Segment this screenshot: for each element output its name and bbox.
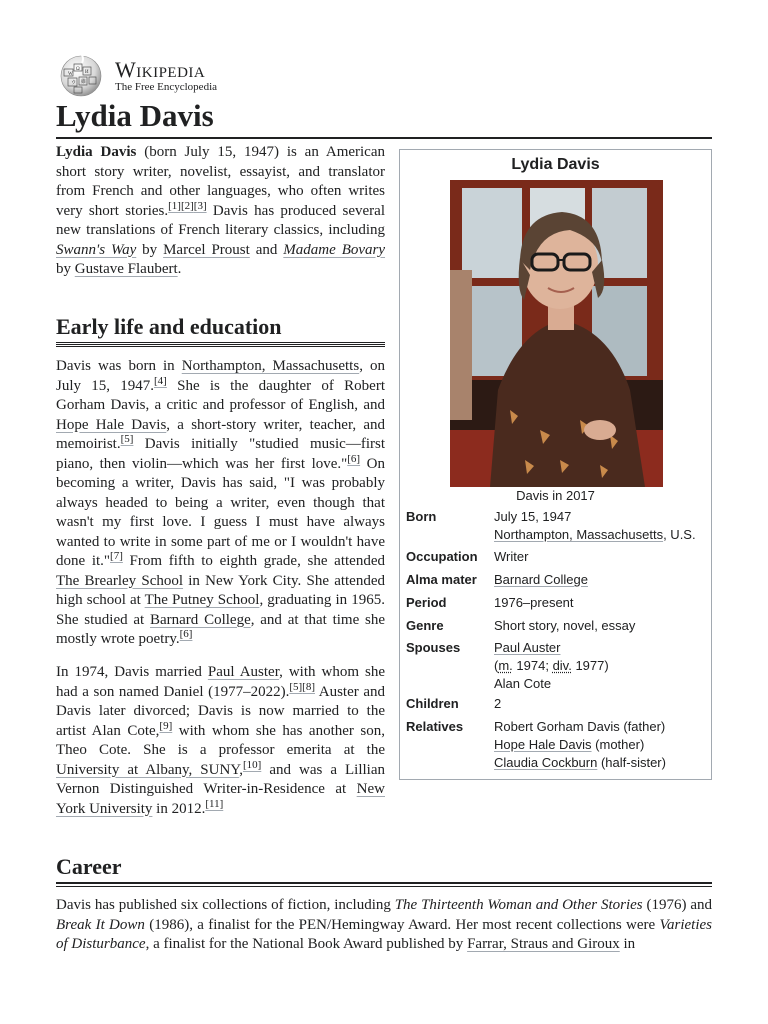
- link-gustave-flaubert[interactable]: Gustave Flaubert: [74, 261, 178, 277]
- link-barnard-college[interactable]: Barnard College: [149, 611, 251, 628]
- link-paul-auster[interactable]: Paul Auster: [494, 640, 561, 655]
- infobox-value: [494, 571, 706, 589]
- infobox-label: Relatives: [406, 719, 464, 734]
- text: .: [177, 261, 182, 277]
- infobox-title: Lydia Davis: [511, 156, 600, 173]
- infobox-row-spouses: [406, 639, 706, 693]
- infobox-row-relatives: [406, 718, 706, 772]
- ref-8-link[interactable]: [8]: [302, 680, 315, 693]
- infobox-row-period: [406, 594, 706, 612]
- section-divider: [56, 342, 385, 347]
- infobox-row-occupation: [406, 548, 706, 566]
- infobox-value: Writer: [494, 549, 529, 564]
- ref-1-link[interactable]: [1]: [168, 199, 181, 212]
- text: In 1974, Davis married: [56, 664, 208, 680]
- ref-7-link[interactable]: [7]: [110, 550, 123, 562]
- link-hope-hale-davis[interactable]: Hope Hale Davis: [56, 416, 167, 433]
- link-madame-bovary[interactable]: Madame Bovary: [283, 241, 386, 258]
- text: (half-sister): [597, 755, 666, 770]
- text: and was a Lillian Vernon Distinguished Writer-in-Residence at: [56, 761, 385, 797]
- text: , and at that time she mostly wrote poetry.: [56, 611, 385, 647]
- link-putney-school[interactable]: The Putney School: [144, 592, 260, 608]
- ref-10-link[interactable]: [10]: [242, 758, 262, 771]
- ref-5-link[interactable]: [5]: [120, 433, 134, 445]
- text: (mother): [591, 737, 645, 752]
- early-life-paragraph-2: [56, 663, 385, 819]
- ref-5-link[interactable]: [5]: [289, 680, 303, 693]
- infobox-value: Short story, novel, essay: [494, 618, 636, 633]
- text: 1974;: [512, 658, 553, 673]
- infobox-label: Spouses: [406, 640, 461, 655]
- infobox-label: Children: [406, 696, 459, 711]
- text: , with whom she had a son named Daniel (1977–2022).: [56, 664, 385, 700]
- infobox-row-alma-mater: [406, 571, 706, 589]
- text: by: [136, 241, 164, 258]
- svg-text:Ω: Ω: [76, 67, 80, 72]
- work-title: Varieties of Disturbance: [56, 916, 712, 952]
- text: , a finalist for the National Book Award published by: [145, 936, 468, 952]
- wikipedia-header[interactable]: [56, 54, 217, 98]
- svg-text:И: И: [85, 70, 89, 75]
- abbr-married[interactable]: m.: [498, 658, 513, 673]
- title-divider: [56, 137, 712, 139]
- link-new-york-university[interactable]: New York University: [56, 781, 385, 817]
- text: in 2012.: [152, 800, 206, 817]
- page-title: Lydia Davis: [56, 98, 214, 133]
- work-title: The Thirteenth Woman and Other Stories: [394, 897, 643, 913]
- link-hope-hale-davis[interactable]: Hope Hale Davis: [494, 737, 592, 752]
- text: (: [494, 658, 499, 673]
- link-northampton[interactable]: Northampton, Massachusetts: [494, 527, 664, 542]
- text: Davis was born in: [56, 358, 182, 374]
- link-paul-auster[interactable]: Paul Auster: [207, 664, 280, 680]
- ref-4-link[interactable]: [4]: [154, 374, 167, 387]
- infobox-label: Genre: [406, 618, 444, 633]
- link-university-at-albany[interactable]: University at Albany, SUNY: [56, 761, 240, 778]
- text: , on July 15, 1947.: [56, 358, 385, 394]
- text: and: [249, 241, 284, 258]
- infobox-label: Born: [406, 509, 437, 524]
- ref-6-link[interactable]: [6]: [179, 628, 193, 640]
- site-title: Wikipedia: [115, 57, 206, 82]
- infobox: [399, 149, 712, 780]
- infobox-value: [494, 639, 706, 693]
- infobox-row-children: [406, 695, 706, 713]
- work-title: Break It Down: [56, 916, 145, 933]
- infobox-label: Alma mater: [406, 572, 477, 587]
- infobox-value: 2: [494, 696, 502, 711]
- text: Davis initially "studied music—first piano, then violin—which was her first love.": [56, 436, 385, 472]
- text: , graduating in 1965. She studied at: [56, 592, 385, 628]
- infobox-value: [494, 508, 706, 544]
- photo-caption: Davis in 2017: [516, 488, 595, 503]
- text: Davis has published six collections of fiction, including: [56, 897, 395, 913]
- wikipedia-wordmark: [115, 59, 217, 93]
- text: (born July 15, 1947) is an American short story writer, novelist, essayist, and translator from French and other languages, who often writes very short stories.: [56, 144, 385, 219]
- text: , a short-story writer, teacher, and memoirist.: [56, 416, 385, 452]
- portrait-photo[interactable]: [450, 180, 663, 487]
- citation[interactable]: [168, 200, 206, 212]
- early-life-paragraph-1: [56, 357, 385, 650]
- text: (1976) and: [642, 897, 712, 913]
- text: , U.S.: [663, 527, 696, 542]
- text: From fifth to eighth grade, she attended: [122, 553, 385, 569]
- link-farrar-straus-giroux[interactable]: Farrar, Straus and Giroux: [467, 936, 620, 952]
- ref-2-link[interactable]: [2]: [180, 199, 194, 212]
- infobox-label: Occupation: [406, 549, 478, 564]
- wikipedia-globe-logo-icon: [56, 55, 106, 97]
- link-marcel-proust[interactable]: Marcel Proust: [163, 241, 250, 258]
- svg-text:維: 維: [81, 80, 87, 85]
- text: On becoming a writer, Davis has said, "I was probably always headed to being a writer, even though that wasn't my first love. I guess I must have always wanted to write in some part of me or I wouldn't have done it.": [56, 455, 385, 569]
- text: by: [56, 261, 75, 277]
- infobox-value: [494, 718, 706, 772]
- link-barnard-college[interactable]: Barnard College: [494, 572, 588, 587]
- ref-6-link[interactable]: [6]: [347, 452, 361, 465]
- infobox-label: Period: [406, 595, 447, 610]
- infobox-row-born: [406, 508, 706, 544]
- marriage-dates: [494, 657, 706, 675]
- born-place: [494, 526, 706, 544]
- career-paragraph-1: [56, 896, 712, 955]
- born-date: July 15, 1947: [494, 509, 572, 524]
- link-claudia-cockburn[interactable]: Claudia Cockburn: [494, 755, 598, 770]
- svg-text:ウ: ウ: [71, 81, 77, 86]
- lead-paragraph: [56, 143, 385, 280]
- link-brearley-school[interactable]: The Brearley School: [56, 572, 184, 589]
- spouse-name: Alan Cote: [494, 676, 552, 691]
- lead-bold-name: Lydia Davis: [56, 144, 137, 160]
- text: (1986), a finalist for the PEN/Hemingway Award. Her most recent collections were: [144, 916, 660, 933]
- text: in: [619, 936, 636, 952]
- link-swanns-way[interactable]: Swann's Way: [56, 241, 137, 258]
- ref-9-link[interactable]: [9]: [159, 719, 173, 732]
- abbr-divorced[interactable]: div.: [552, 658, 572, 673]
- relative-father: Robert Gorham Davis (father): [494, 719, 666, 734]
- text: with whom she has another son, Theo Cote. She is a professor emerita at the: [56, 722, 385, 758]
- text: Auster and Davis later divorced; Davis is now married to the artist Alan Cote,: [56, 683, 385, 739]
- site-tagline: The Free Encyclopedia: [115, 81, 218, 93]
- text: Davis has produced several new translations of French literary classics, including: [56, 202, 385, 238]
- section-divider: [56, 882, 712, 887]
- section-heading-early-life: Early life and education: [56, 314, 282, 339]
- text: 1977): [571, 658, 609, 673]
- ref-3-link[interactable]: [3]: [193, 199, 207, 212]
- text: in New York City. She attended high school at: [56, 572, 385, 608]
- infobox-value: 1976–present: [494, 595, 574, 610]
- ref-11-link[interactable]: [11]: [205, 797, 224, 810]
- text: She is the daughter of Robert Gorham Davis, a critic and professor of English, and: [56, 377, 385, 413]
- text: ,: [239, 761, 243, 778]
- infobox-row-genre: [406, 617, 706, 635]
- svg-text:W: W: [68, 72, 73, 77]
- link-northampton[interactable]: Northampton, Massachusetts: [181, 358, 360, 374]
- section-heading-career: Career: [56, 854, 122, 879]
